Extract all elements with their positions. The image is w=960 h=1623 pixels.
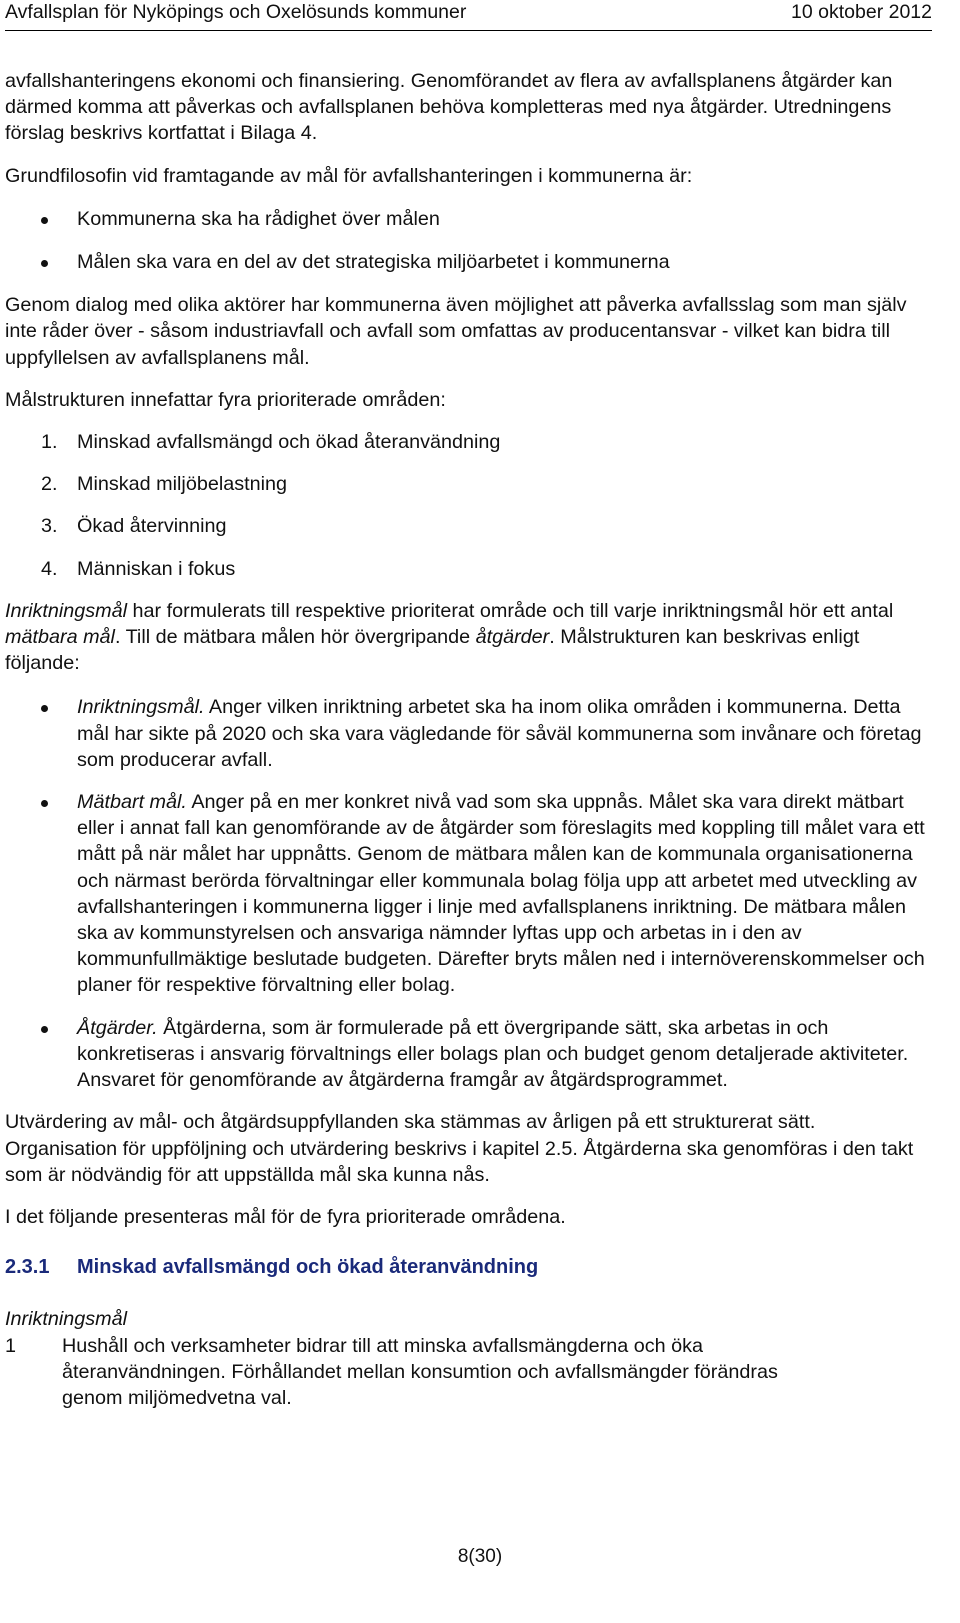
subheading-text: Inriktningsmål	[5, 1308, 128, 1331]
bullet-body: Åtgärderna, som är formulerade på ett övergripande sätt, ska arbetas in och konkretiseras i ansvarig förvaltnings eller bolags plan och budget genom detaljerade aktiviteter. Ansvaret för genomförande av åtgärderna framgår av åtgärdsprogrammet.	[77, 1016, 909, 1092]
bullet-term: Mätbart mål.	[77, 791, 187, 814]
item-number: 4.	[41, 557, 58, 580]
item-text: Människan i fokus	[77, 557, 236, 580]
list-item	[5, 789, 932, 999]
paragraph	[5, 598, 932, 677]
term-atgarder: åtgärder	[475, 626, 550, 649]
section-heading	[5, 1254, 932, 1280]
list-item-text	[77, 789, 932, 999]
item-number: 3.	[41, 515, 58, 538]
item-text: Minskad avfallsmängd och ökad återanvändning	[77, 431, 501, 454]
list-item-text: Kommunerna ska ha rådighet över målen	[77, 207, 440, 230]
header-date: 10 oktober 2012	[791, 1, 932, 23]
item-number: 1.	[41, 431, 58, 454]
bullet-icon	[5, 1015, 77, 1041]
goal-item	[5, 1333, 932, 1412]
paragraph: Utvärdering av mål- och åtgärdsuppfyllanden ska stämmas av årligen på ett strukturerat sätt. Organisation för uppföljning och utvärdering beskrivs i kapitel 2.5. Åtgärderna ska genomföras i den takt som är nödvändig för att uppställda mål ska kunna nås.	[5, 1111, 914, 1186]
paragraph: Genom dialog med olika aktörer har kommunerna även möjlighet att påverka avfallsslag som man själv inte råder över - såsom industriavfall och avfall som omfattas av producentansvar - vilket kan bidra till uppfyllelsen av avfallsplanens mål.	[5, 294, 907, 369]
bullet-term: Inriktningsmål.	[77, 696, 205, 719]
paragraph-text: . Till de mätbara målen hör övergripande	[114, 626, 476, 649]
paragraph-text: . Målstrukturen kan beskrivas enligt följande:	[5, 626, 860, 675]
goal-text: Hushåll och verksamheter bidrar till att minska avfallsmängderna och öka återanvändningen. Förhållandet mellan konsumtion och avfallsmängder förändras genom miljömedvetna val.	[62, 1334, 778, 1409]
bullet-body: Anger vilken inriktning arbetet ska ha inom olika områden i kommunerna. Detta mål har sikte på 2020 och ska vara vägledande för såväl kommunerna som invånare och företag som producerar avfall.	[77, 696, 922, 771]
section-title: Minskad avfallsmängd och ökad återanvändning	[77, 1256, 539, 1279]
list-item	[5, 694, 932, 773]
list-item-text: Målen ska vara en del av det strategiska miljöarbetet i kommunerna	[77, 251, 670, 274]
bullet-body: Anger på en mer konkret nivå vad som ska uppnås. Målet ska vara direkt mätbart eller i annat fall kan genomförande av de åtgärder som föreslagits med koppling till målet vara ett mått på när målet har uppnåtts. Genom de mätbara målen kan de kommunala organisationerna och närmast berörda förvaltningar eller kommunala bolag följa upp att arbetet med utveckling av avfallshanteringen i kommunerna ligger i linje med avfallsplanens inriktning. De mätbara målen ska av kommunstyrelsen och ansvariga nämnder lyftas upp och arbetas in i den av kommunfullmäktige beslutade budgeten. Därefter bryts målen ned i internöverenskommelser och planer för respektive förvaltning eller bolag.	[77, 791, 925, 997]
subheading	[5, 1306, 932, 1332]
page-header	[5, 0, 932, 30]
paragraph: Målstrukturen innefattar fyra prioriterade områden:	[5, 388, 446, 411]
bullet-icon	[5, 206, 77, 232]
numbered-item	[5, 429, 932, 455]
term-matbara-mal: mätbara mål	[5, 626, 115, 649]
numbered-item	[5, 513, 932, 539]
paragraph-text: har formulerats till respektive prioriterat område och till varje inriktningsmål hör ett antal	[127, 599, 894, 622]
numbered-item	[5, 471, 932, 497]
list-item	[5, 1015, 932, 1094]
item-text: Minskad miljöbelastning	[77, 473, 288, 496]
header-rule	[5, 30, 932, 31]
section-number: 2.3.1	[5, 1256, 50, 1279]
term-inriktningsmal: Inriktningsmål	[5, 599, 128, 622]
bullet-term: Åtgärder.	[77, 1016, 158, 1039]
page-number: 8(30)	[457, 1546, 503, 1567]
list-item	[5, 249, 932, 275]
bullet-icon	[5, 249, 77, 275]
list-item-text	[77, 1015, 932, 1094]
paragraph: I det följande presenteras mål för de fyra prioriterade områdena.	[5, 1205, 566, 1228]
bullet-icon	[5, 789, 77, 815]
item-text: Ökad återvinning	[77, 515, 227, 538]
numbered-item	[5, 556, 932, 582]
paragraph: Grundfilosofin vid framtagande av mål för avfallshanteringen i kommunerna är:	[5, 164, 693, 187]
body-content	[5, 68, 932, 1411]
list-item	[5, 206, 932, 232]
goal-number: 1	[5, 1334, 17, 1357]
list-item-text	[77, 694, 932, 773]
paragraph: avfallshanteringens ekonomi och finansiering. Genomförandet av flera av avfallsplanens åtgärder kan därmed komma att påverkas och avfallsplanen behöva kompletteras med nya åtgärder. Utredningens förslag beskrivs kortfattat i Bilaga 4.	[5, 70, 893, 145]
item-number: 2.	[41, 473, 58, 496]
bullet-icon	[5, 694, 77, 720]
header-title: Avfallsplan för Nyköpings och Oxelösunds kommuner	[5, 1, 467, 23]
